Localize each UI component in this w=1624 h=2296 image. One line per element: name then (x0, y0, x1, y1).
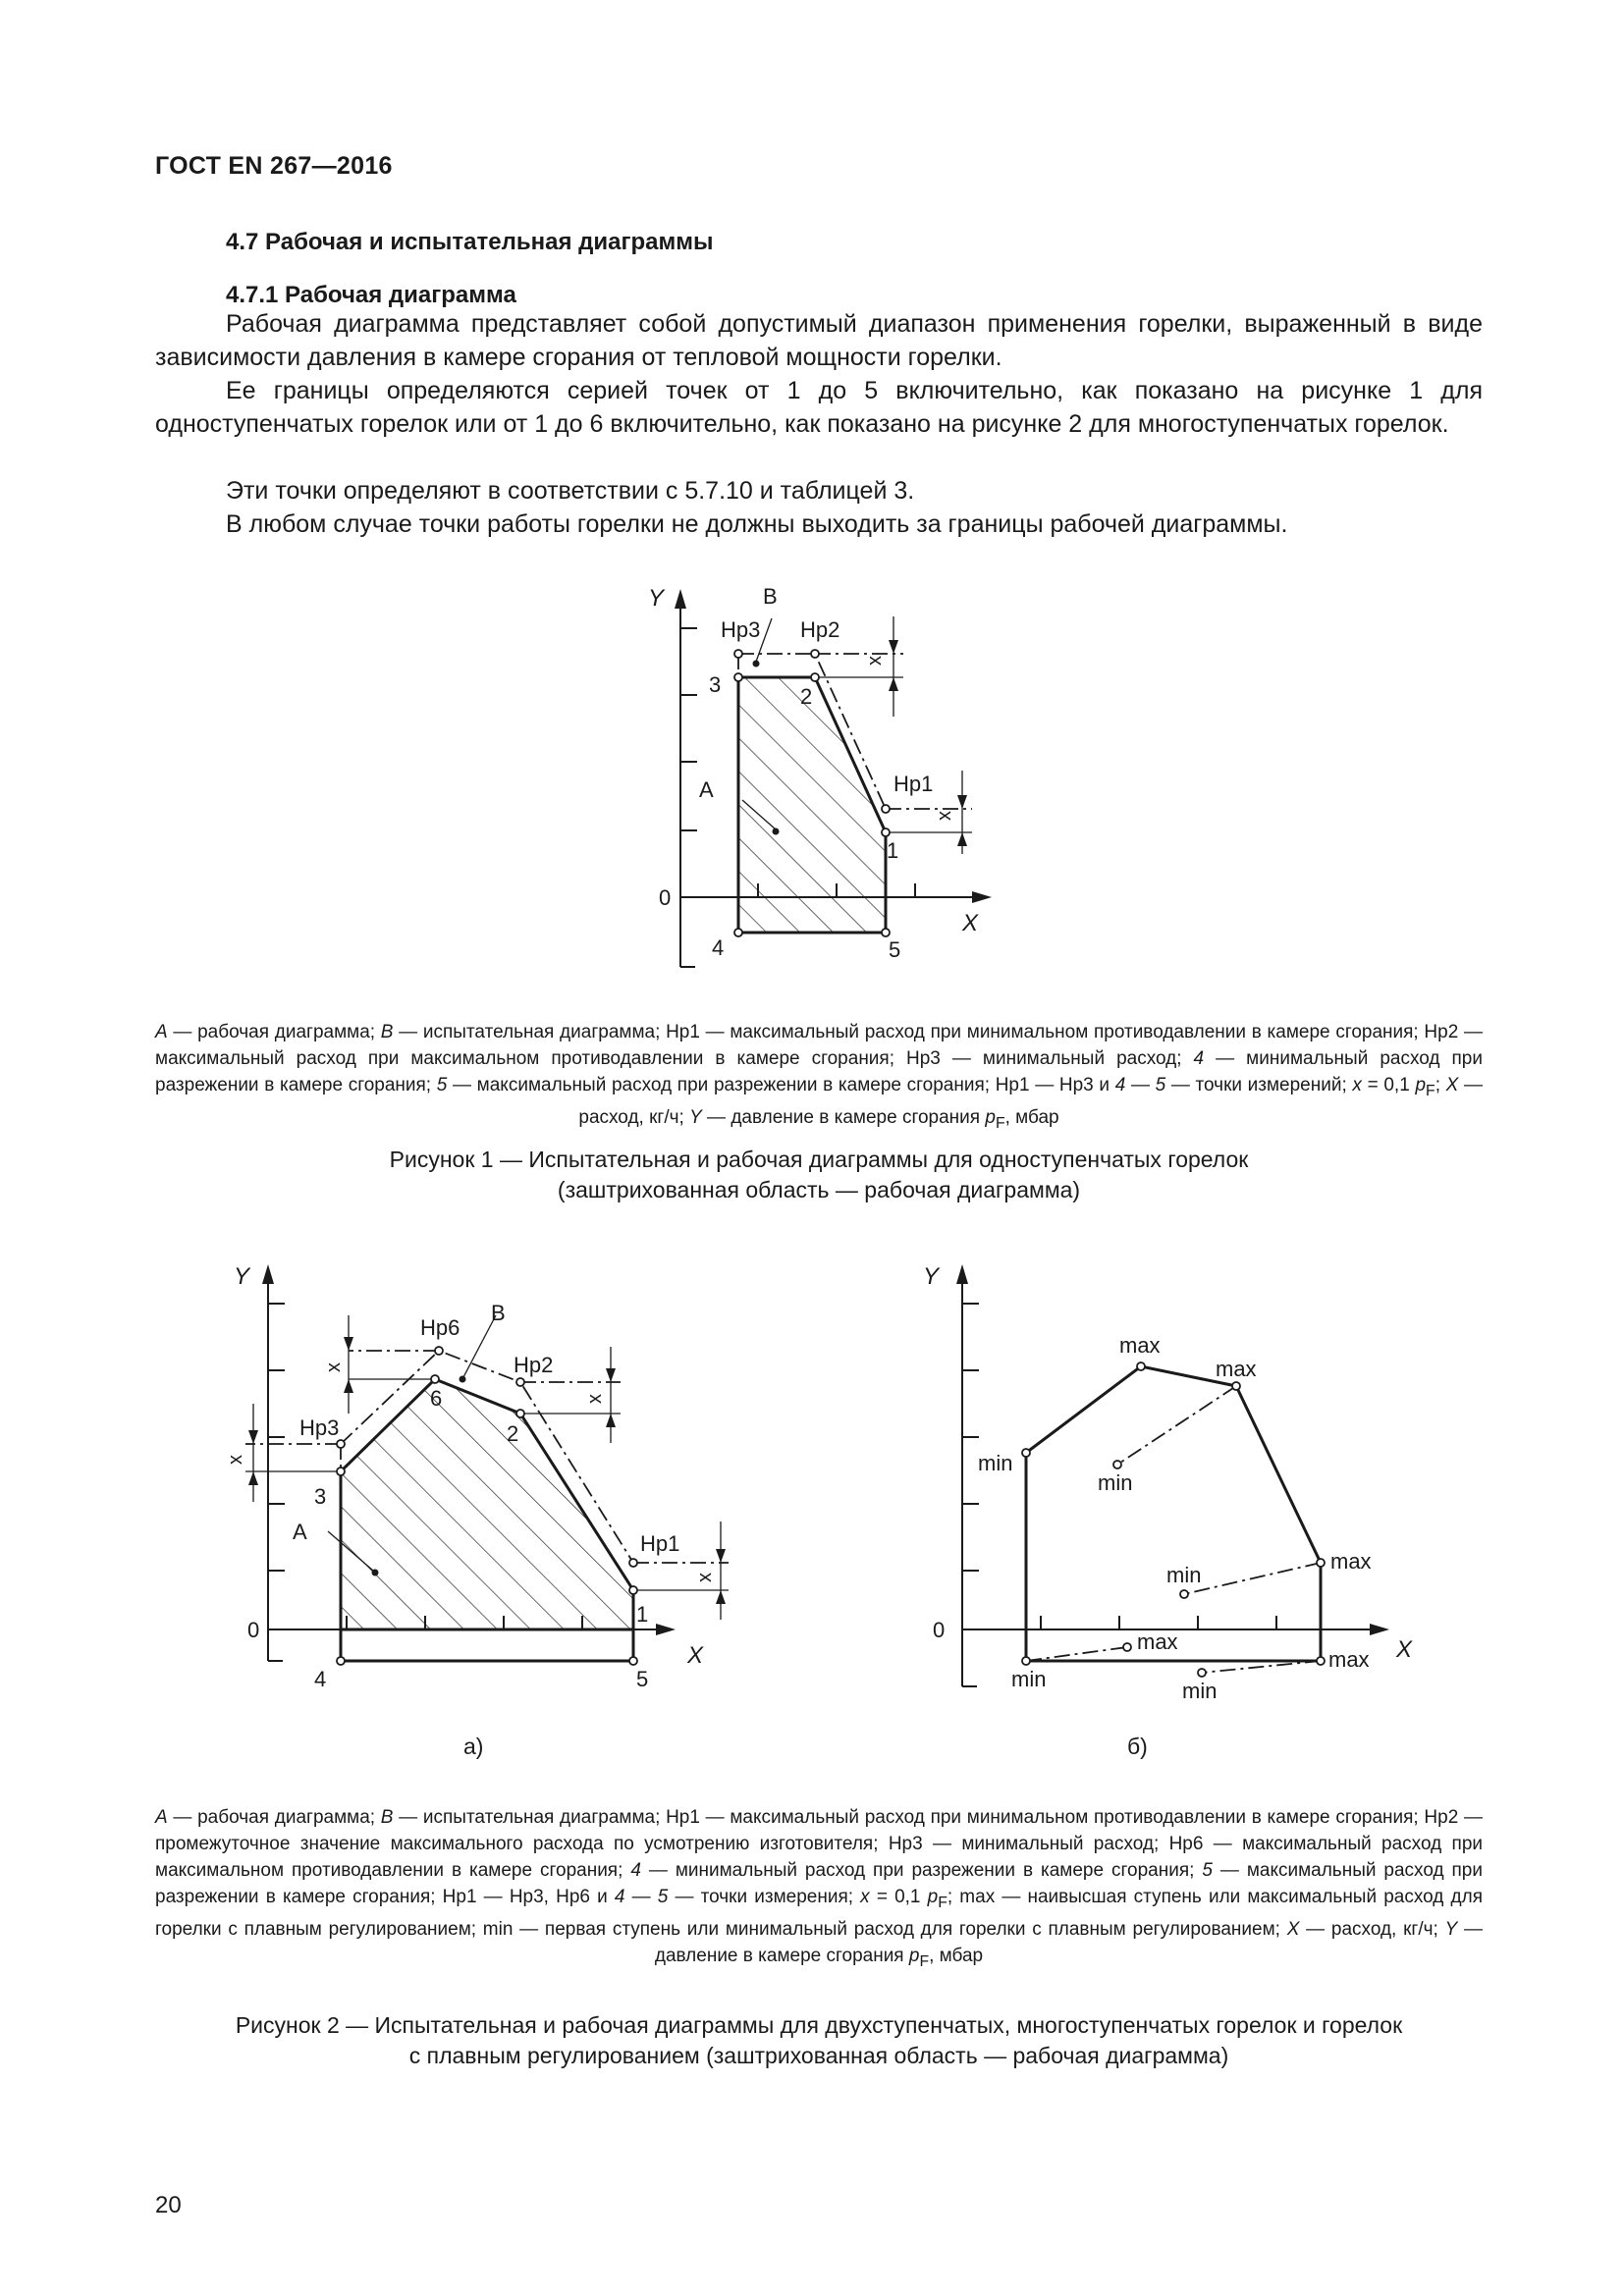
fig2a-dim-x-top: x (323, 1362, 345, 1372)
paragraph-1: Рабочая диаграмма представляет собой допустимый диапазон применения горелки, выраженный в виде зависимости давления в камере сгорания от тепловой мощности горелки. (155, 310, 1483, 371)
fig1-point-5: 5 (889, 937, 901, 962)
fig2b-label-min-middle: min (1166, 1563, 1202, 1587)
fig1-label-a: A (699, 777, 714, 802)
figure-1-legend: A — рабочая диаграмма; B — испытательная диаграмма; Hp1 — максимальный расход при минимальном противодавлении в камере сгорания; Hp2 — максимальный расход при максимальном противодавлении в камере сгорания; Hp3 — минимальный расход; 4 — минимальный расход при разрежении в камере сгорания; 5 — максимальный расход при разрежении в камере сгорания; Hp1 — Hp3 и 4 — 5 — точки измерений; x = 0,1 $p_F$; X — расход, кг/ч; Y — давление в камере сгорания $p_F$, мбар (155, 1022, 1483, 1132)
page-number: 20 (155, 2192, 182, 2218)
figure-2-legend: A — рабочая диаграмма; B — испытательная диаграмма; Hp1 — максимальный расход при минимальном противодавлении в камере сгорания; Hp2 — промежуточное значение максимального расхода по усмотрению изготовителя; Hp3 — минимальный расход; Hp6 — максимальный расход при максимальном противодавлении в камере сгорания; 4 — минимальный расход при разрежении в камере сгорания; 5 — максимальный расход при разрежении в камере сгорания; Hp1 — Hp3, Hp6 и 4 — 5 — точки измерения; x = 0,1 $p_F$; max — наивысшая ступень или максимальный расход для горелки с плавным регулированием; min — первая ступень или минимальный расход для горелки с плавным регулированием; X — расход, кг/ч; Y — давление в камере сгорания $p_F$, мбар (155, 1807, 1484, 1970)
fig2b-y-axis-label: Y (923, 1263, 940, 1290)
fig2b-label-max-upper-right: max (1216, 1357, 1257, 1381)
fig1-x-axis-label: X (962, 910, 979, 936)
fig2a-label-hp3: Hp3 (299, 1415, 340, 1440)
fig2a-point-5: 5 (636, 1667, 649, 1691)
fig2b-label-min-bottom: min (1182, 1679, 1218, 1703)
fig1-point-4: 4 (712, 935, 725, 960)
figure-2-caption: Рисунок 2 — Испытательная и рабочая диаграммы для двухступенчатых, многоступенчатых горелок и горелок с плавным регулированием (заштрихованная область — рабочая диаграмма) (235, 2012, 1403, 2068)
fig2b-label-max-right: max (1330, 1549, 1372, 1574)
fig2a-x-axis-label: X (687, 1642, 704, 1669)
fig2a-label-a: A (293, 1520, 307, 1544)
fig2a-point-3: 3 (314, 1484, 327, 1509)
document-header: ГОСТ EN 267—2016 (155, 152, 393, 180)
fig1-point-2: 2 (800, 684, 813, 709)
fig2b-sublabel: б) (1127, 1734, 1148, 1759)
fig2a-y-axis-label: Y (234, 1263, 250, 1290)
subsection-heading: 4.7.1 Рабочая диаграмма (226, 282, 516, 308)
fig2a-point-6: 6 (430, 1386, 443, 1411)
fig2a-point-2: 2 (507, 1421, 519, 1446)
fig2b-label-max-bottom-right: max (1328, 1647, 1370, 1672)
fig2a-origin-label: 0 (247, 1618, 260, 1642)
fig2a-point-4: 4 (314, 1667, 327, 1691)
fig2a-label-b: B (491, 1301, 506, 1325)
fig2b-label-min-bottom-left: min (1011, 1667, 1047, 1691)
fig1-label-hp3: Hp3 (721, 617, 761, 642)
paragraph-3: Эти точки определяют в соответствии с 5.7.10 и таблицей 3. (226, 477, 915, 505)
fig1-label-hp1: Hp1 (893, 772, 934, 796)
fig2b-label-min-left: min (978, 1451, 1013, 1475)
fig2a-label-hp6: Hp6 (420, 1315, 460, 1340)
fig1-dim-x-top: x (864, 656, 886, 666)
fig1-point-1: 1 (887, 838, 899, 863)
fig2b-x-axis-label: X (1396, 1636, 1413, 1663)
fig2a-label-hp2: Hp2 (514, 1353, 554, 1377)
paragraph-2: Ее границы определяются серией точек от 1 до 5 включительно, как показано на рисунке 1 для одноступенчатых горелок или от 1 до 6 включительно, как показано на рисунке 2 для многоступенчатых горелок. (155, 377, 1483, 438)
fig1-point-3: 3 (709, 672, 722, 697)
fig1-label-b: B (763, 584, 778, 609)
fig2b-label-max-top: max (1119, 1333, 1161, 1358)
figure-1-caption: Рисунок 1 — Испытательная и рабочая диаграммы для одноступенчатых горелок (заштрихованная область — рабочая диаграмма) (389, 1147, 1249, 1202)
fig2a-dim-x-right: x (694, 1573, 716, 1582)
paragraph-4: В любом случае точки работы горелки не должны выходить за границы рабочей диаграммы. (226, 510, 1288, 538)
fig1-y-axis-label: Y (648, 585, 665, 612)
fig2a-dim-x-hp2: x (584, 1394, 606, 1404)
fig2a-point-1: 1 (636, 1602, 649, 1627)
fig2a-sublabel: а) (463, 1734, 484, 1759)
section-heading: 4.7 Рабочая и испытательная диаграммы (226, 229, 714, 255)
fig1-label-hp2: Hp2 (800, 617, 840, 642)
fig2b-label-min-upper: min (1098, 1470, 1133, 1495)
fig2a-dim-x-left: x (225, 1455, 246, 1465)
fig2a-label-hp1: Hp1 (640, 1531, 680, 1556)
fig2b-label-max-bottom: max (1137, 1629, 1178, 1654)
fig1-origin-label: 0 (659, 885, 672, 910)
fig2b-origin-label: 0 (933, 1618, 946, 1642)
fig1-dim-x-right: x (934, 811, 955, 821)
